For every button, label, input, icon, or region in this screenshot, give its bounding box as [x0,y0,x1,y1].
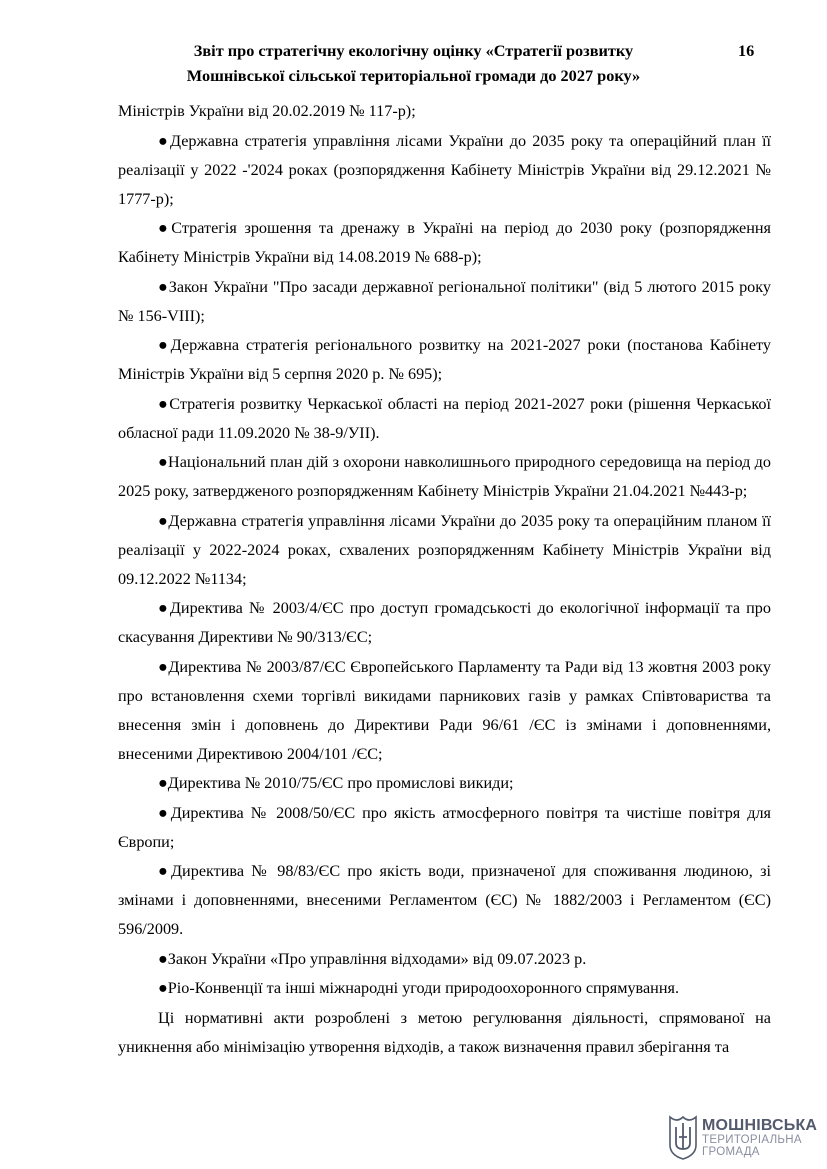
intro-line: Міністрів України від 20.02.2019 № 117-р); [118,102,416,120]
closing-paragraph: Ці нормативні акти розроблені з метою регулювання діяльності, спрямованої на уникнення або мінімізацію утворення відходів, а також визначення правил зберігання та [118,1008,771,1056]
list-item: ●Директива № 2010/75/ЄС про промислові викиди; [158,774,514,792]
header-title-line-2: Мошнівської сільської територіальної громади до 2027 року» [186,66,641,85]
document-body [118,97,771,1062]
header-title-line-1: Звіт про стратегічну екологічну оцінку «Стратегії розвитку [193,41,634,60]
list-item: ●Державна стратегія управління лісами України до 2035 року та операційний план її реалізації у 2022 -'2024 роках (розпорядження Кабінету Міністрів України від 29.12.2021 № 1777-р); [118,131,771,208]
list-item: ●Стратегія зрошення та дренажу в Україні на період до 2030 року (розпорядження Кабінету Міністрів України від 14.08.2019 № 688-р); [118,219,771,266]
list-item: ●Директива № 2003/4/ЄС про доступ громадськості до екологічної інформації та про скасування Директиви № 90/313/ЄС; [118,599,771,646]
list-item: ●Державна стратегія регіонального розвитку на 2021-2027 роки (постанова Кабінету Міністрів України від 5 серпня 2020 р. № 695); [118,336,771,383]
trident-icon [668,1115,698,1161]
page-number: 16 [738,41,755,60]
page-header [0,38,827,88]
list-item: ●Стратегія розвитку Черкаської області на період 2021-2027 роки (рішення Черкаської обласної ради 11.09.2020 № 38-9/УІІ). [118,394,771,442]
logo-line-2: ТЕРИТОРІАЛЬНА [702,1134,802,1146]
list-item: ●Національний план дій з охорони навколишнього природного середовища на період до 2025 року, затвердженого розпорядженням Кабінету Міністрів України 21.04.2021 №443-р; [118,453,771,500]
community-logo [668,1114,817,1162]
logo-line-1: МОШНІВСЬКА [702,1117,818,1134]
list-item: ●Ріо-Конвенції та інші міжнародні угоди природоохоронного спрямування. [158,979,679,997]
list-item: ●Закон України "Про засади державної регіональної політики" (від 5 лютого 2015 року № 156-VIII); [118,277,771,325]
list-item: ●Закон України «Про управління відходами» від 09.07.2023 р. [158,949,587,968]
list-item: ●Директива № 2003/87/ЄС Європейського Парламенту та Ради від 13 жовтня 2003 року про встановлення схеми торгівлі викидами парникових газів у рамках Співтовариства та внесення змін і доповнень до Директиви Ради 96/61 /ЄС із змінами і доповненнями, внесеними Директивою 2004/101 /ЄС; [118,657,771,763]
logo-line-3: ГРОМАДА [702,1146,760,1158]
list-item: ●Директива № 2008/50/ЄС про якість атмосферного повітря та чистіше повітря для Європи; [118,803,771,851]
list-item: ●Державна стратегія управління лісами України до 2035 року та операційним планом її реалізації у 2022-2024 роках, схвалених розпорядженням Кабінету Міністрів України від 09.12.2022 №1134; [118,511,771,588]
logo-text [702,1118,817,1158]
list-item: ●Директива № 98/83/ЄС про якість води, призначеної для споживання людиною, зі змінами і доповненнями, внесеними Регламентом (ЄС) № 1882/2003 і Регламентом (ЄС) 596/2009. [118,862,771,938]
